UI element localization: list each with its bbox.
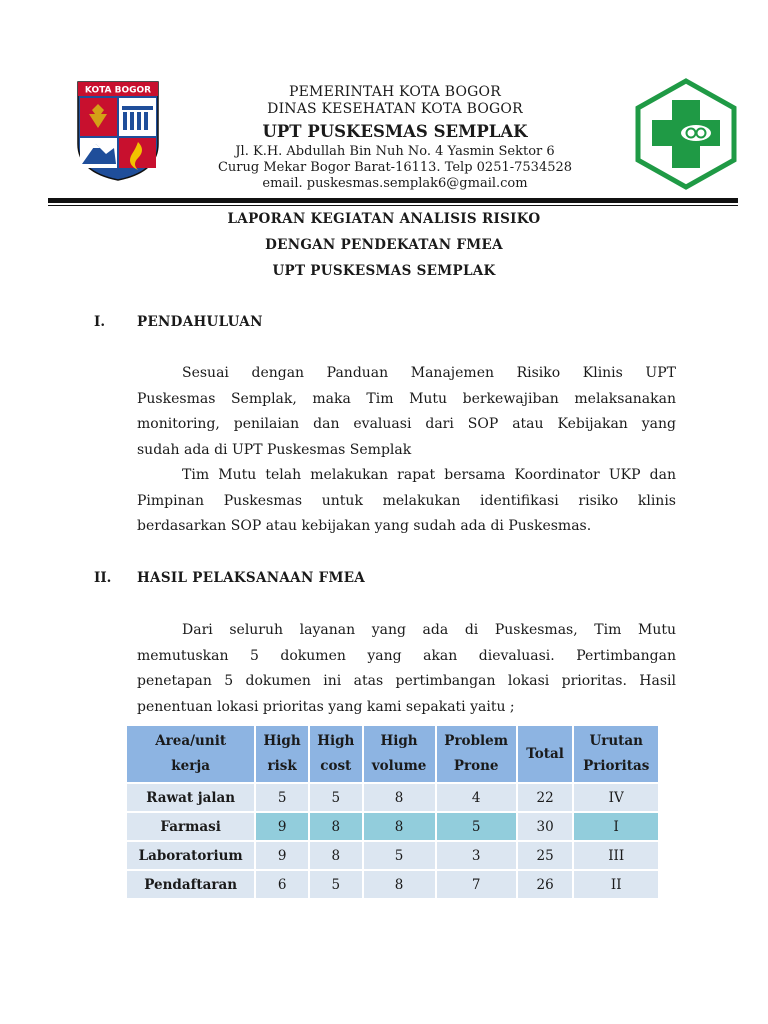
header-problem-prone: Problem Prone — [436, 726, 517, 783]
cell-high-volume: 8 — [363, 783, 436, 812]
text-line: Sesuai dengan Panduan Manajemen Risiko Klinis UPT — [182, 365, 676, 381]
cell-high-cost: 5 — [309, 870, 363, 899]
cell-total: 25 — [517, 841, 574, 870]
section-1-paragraph-1 — [137, 361, 676, 540]
letterhead-line-2: DINAS KESEHATAN KOTA BOGOR — [267, 101, 523, 117]
text-line: Dari seluruh layanan yang ada di Puskesmas, Tim Mutu — [182, 622, 676, 638]
section-1-heading: PENDAHULUAN — [137, 314, 263, 330]
cell-total: 26 — [517, 870, 574, 899]
letterhead-address-2: Curug Mekar Bogor Barat-16113. Telp 0251-7534528 — [217, 160, 573, 175]
section-2-heading: HASIL PELAKSANAAN FMEA — [137, 570, 366, 586]
cell-problem-prone: 4 — [436, 783, 517, 812]
logo-text: KOTA BOGOR — [84, 85, 152, 96]
letterhead-email: email. puskesmas.semplak6@gmail.com — [262, 176, 528, 191]
cell-high-cost: 8 — [309, 812, 363, 841]
letterhead-rule — [48, 198, 738, 203]
text-line: monitoring, penilaian dan evaluasi dari SOP atau Kebijakan yang — [137, 416, 676, 432]
header-area-unit: Area/unit kerja — [127, 726, 255, 783]
cell-problem-prone: 7 — [436, 870, 517, 899]
cell-problem-prone: 3 — [436, 841, 517, 870]
cell-high-cost: 5 — [309, 783, 363, 812]
cell-high-risk: 5 — [255, 783, 309, 812]
cell-priority: IV — [573, 783, 659, 812]
text-line: penentuan lokasi prioritas yang kami sepakati yaitu ; — [137, 698, 515, 715]
cell-area: Pendaftaran — [127, 870, 255, 899]
table-row — [127, 841, 659, 870]
text-line: penetapan 5 dokumen ini atas pertimbangan lokasi prioritas. Hasil — [137, 673, 676, 689]
cell-area: Farmasi — [127, 812, 255, 841]
letterhead — [0, 0, 768, 210]
header-high-volume: High volume — [363, 726, 436, 783]
table-row — [127, 870, 659, 899]
cell-priority: II — [573, 870, 659, 899]
cell-high-risk: 9 — [255, 841, 309, 870]
cell-area: Laboratorium — [127, 841, 255, 870]
table-row — [127, 783, 659, 812]
fmea-priority-table — [127, 726, 660, 900]
letterhead-org-name: UPT PUSKESMAS SEMPLAK — [262, 122, 528, 141]
cell-priority: III — [573, 841, 659, 870]
text-line: sudah ada di UPT Puskesmas Semplak — [137, 441, 412, 458]
cell-total: 30 — [517, 812, 574, 841]
section-2-number: II. — [94, 570, 112, 586]
text-line: memutuskan 5 dokumen yang akan dievaluasi. Pertimbangan — [137, 647, 676, 664]
text-line: Puskesmas Semplak, maka Tim Mutu berkewajiban melaksanakan — [137, 390, 676, 407]
letterhead-line-1: PEMERINTAH KOTA BOGOR — [289, 84, 501, 100]
text-line: Pimpinan Puskesmas untuk melakukan identifikasi risiko klinis — [137, 492, 676, 509]
text-line: Tim Mutu telah melakukan rapat bersama Koordinator UKP dan — [182, 467, 676, 483]
header-total: Total — [517, 726, 574, 783]
cell-priority: I — [573, 812, 659, 841]
report-title-line-1: LAPORAN KEGIATAN ANALISIS RISIKO — [227, 211, 541, 227]
puskesmas-logo — [634, 78, 738, 190]
header-high-risk: High risk — [255, 726, 309, 783]
header-high-cost: High cost — [309, 726, 363, 783]
table-header-row — [127, 726, 659, 783]
cell-high-risk: 6 — [255, 870, 309, 899]
cell-high-risk: 9 — [255, 812, 309, 841]
cell-area: Rawat jalan — [127, 783, 255, 812]
report-title-line-2: DENGAN PENDEKATAN FMEA — [265, 237, 503, 253]
section-2-paragraph — [137, 618, 676, 720]
section-1-number: I. — [94, 314, 106, 330]
header-priority-order: Urutan Prioritas — [573, 726, 659, 783]
cell-high-volume: 8 — [363, 812, 436, 841]
letterhead-rule-thin — [48, 205, 738, 206]
cell-high-volume: 8 — [363, 870, 436, 899]
cell-problem-prone: 5 — [436, 812, 517, 841]
cell-high-volume: 5 — [363, 841, 436, 870]
text-line: berdasarkan SOP atau kebijakan yang sudah ada di Puskesmas. — [137, 518, 592, 534]
report-title-line-3: UPT PUSKESMAS SEMPLAK — [272, 263, 496, 279]
table-row — [127, 812, 659, 841]
letterhead-address-1: Jl. K.H. Abdullah Bin Nuh No. 4 Yasmin Sektor 6 — [235, 144, 555, 159]
cell-high-cost: 8 — [309, 841, 363, 870]
kota-bogor-logo — [76, 80, 160, 182]
cell-total: 22 — [517, 783, 574, 812]
